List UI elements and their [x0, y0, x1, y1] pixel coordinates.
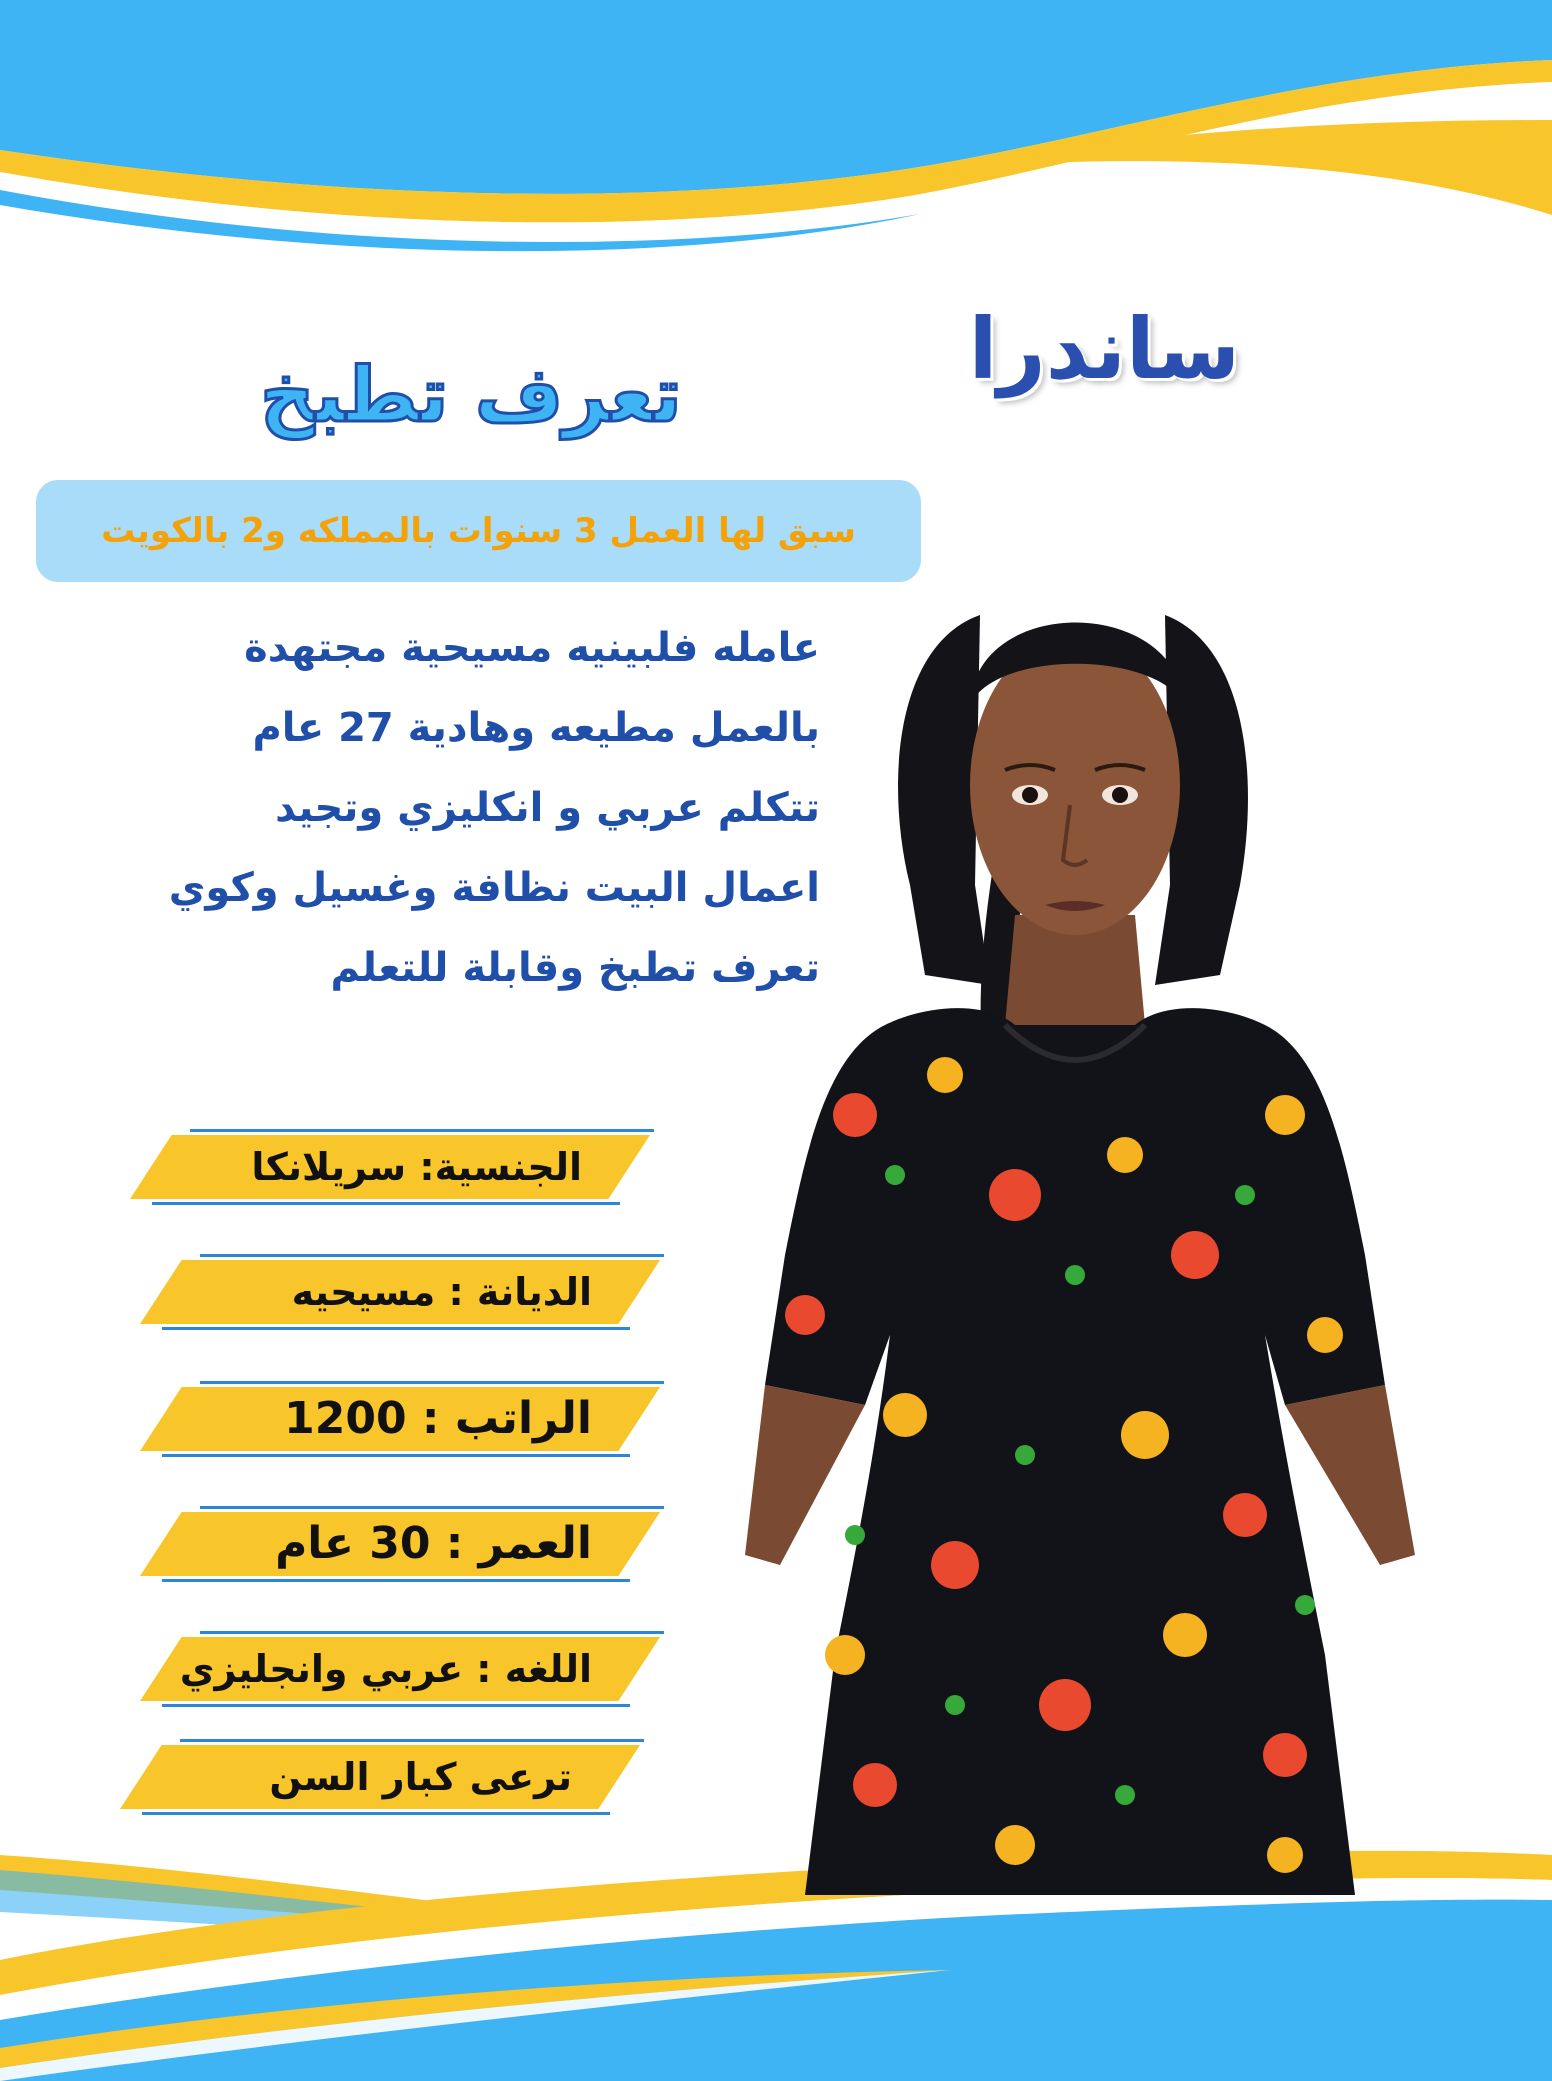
nationality-ribbon: [130, 1135, 650, 1199]
age-ribbon: [140, 1512, 660, 1576]
religion-text: الديانة : مسيحيه: [291, 1270, 592, 1314]
language-text: اللغه : عربي وانجليزي: [179, 1647, 592, 1691]
nationality-text: الجنسية: سريلانكا: [251, 1145, 582, 1189]
woman-portrait-photo: [725, 555, 1425, 1895]
elderly-care-ribbon: [120, 1745, 640, 1809]
salary-ribbon: [140, 1387, 660, 1451]
salary-text: الراتب : 1200: [284, 1393, 592, 1444]
experience-box: [36, 480, 921, 582]
language-ribbon: [140, 1637, 660, 1701]
description-line: تتكلم عربي و انكليزي وتجيد: [275, 785, 820, 831]
description-line: عامله فلبينيه مسيحية مجتهدة: [244, 625, 820, 671]
description-line: اعمال البيت نظافة وغسيل وكوي: [168, 865, 820, 911]
experience-text: سبق لها العمل 3 سنوات بالمملكه و2 بالكويت: [101, 511, 856, 551]
cooking-headline: تعرف تطبخ: [260, 350, 682, 439]
description-line: تعرف تطبخ وقابلة للتعلم: [330, 945, 820, 991]
description-line: بالعمل مطيعه وهادية 27 عام: [252, 705, 820, 751]
age-text: العمر : 30 عام: [275, 1518, 592, 1569]
worker-name: ساندرا: [968, 300, 1240, 398]
description-block: [120, 608, 820, 1008]
religion-ribbon: [140, 1260, 660, 1324]
elderly-care-text: ترعى كبار السن: [269, 1755, 572, 1799]
